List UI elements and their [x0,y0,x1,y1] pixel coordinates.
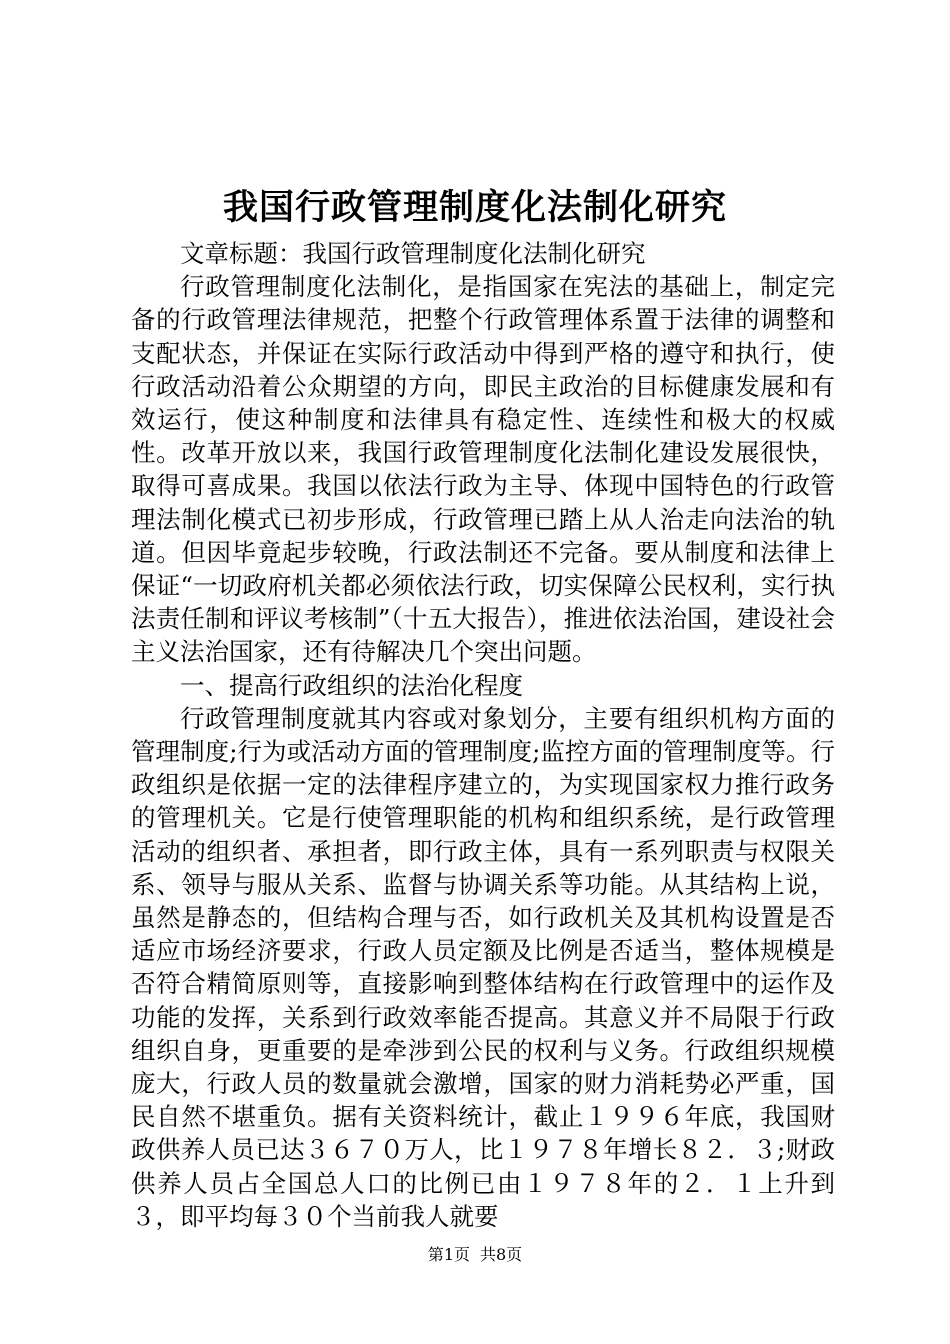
section-paragraph: 行政管理制度就其内容或对象划分，主要有组织机构方面的管理制度;行为或活动方面的管理制度;监控方面的管理制度等。行政组织是依据一定的法律程序建立的，为实现国家权力推行政务的管理机关。它是行使管理职能的机构和组织系统，是行政管理活动的组织者、承担者，即行政主体，具有一系列职责与权限关系、领导与服从关系、监督与协调关系等功能。从其结构上说，虽然是静态的，但结构合理与否，如行政机关及其机构设置是否适应市场经济要求，行政人员定额及比例是否适当，整体规模是否符合精简原则等，直接影响到整体结构在行政管理中的运作及功能的发挥，关系到行政效率能否提高。其意义并不局限于行政组织自身，更重要的是牵涉到公民的权利与义务。行政组织规模庞大，行政人员的数量就会激增，国家的财力消耗势必严重，国民自然不堪重负。据有关资料统计，截止１９９６年底，我国财政供养人员已达３６７０万人，比１９７８年增长８２．３;财政供养人员占全国总人口的比例已由１９７８年的２．１上升到３，即平均每３０个当前我人就要 [131,703,835,1231]
page-number: 第1页 [427,1245,470,1264]
page-footer [0,1245,950,1265]
page-count: 共8页 [480,1245,523,1264]
section-heading: 一、提高行政组织的法治化程度 [180,670,523,700]
intro-paragraph: 行政管理制度化法制化，是指国家在宪法的基础上，制定完备的行政管理法律规范，把整个行政管理体系置于法律的调整和支配状态，并保证在实际行政活动中得到严格的遵守和执行，使行政活动沿着公众期望的方向，即民主政治的目标健康发展和有效运行，使这种制度和法律具有稳定性、连续性和极大的权威性。改革开放以来，我国行政管理制度化法制化建设发展很快，取得可喜成果。我国以依法行政为主导、体现中国特色的行政管理法制化模式已初步形成，行政管理已踏上从人治走向法治的轨道。但因毕竟起步较晚，行政法制还不完备。要从制度和法律上保证“一切政府机关都必须依法行政，切实保障公民权利，实行执法责任制和评议考核制”（十五大报告），推进依法治国，建设社会主义法治国家，还有待解决几个突出问题。 [131,272,835,667]
document-title: 我国行政管理制度化法制化研究 [222,187,727,228]
article-title-line: 文章标题：我国行政管理制度化法制化研究 [180,239,646,268]
document-body [131,237,835,1233]
